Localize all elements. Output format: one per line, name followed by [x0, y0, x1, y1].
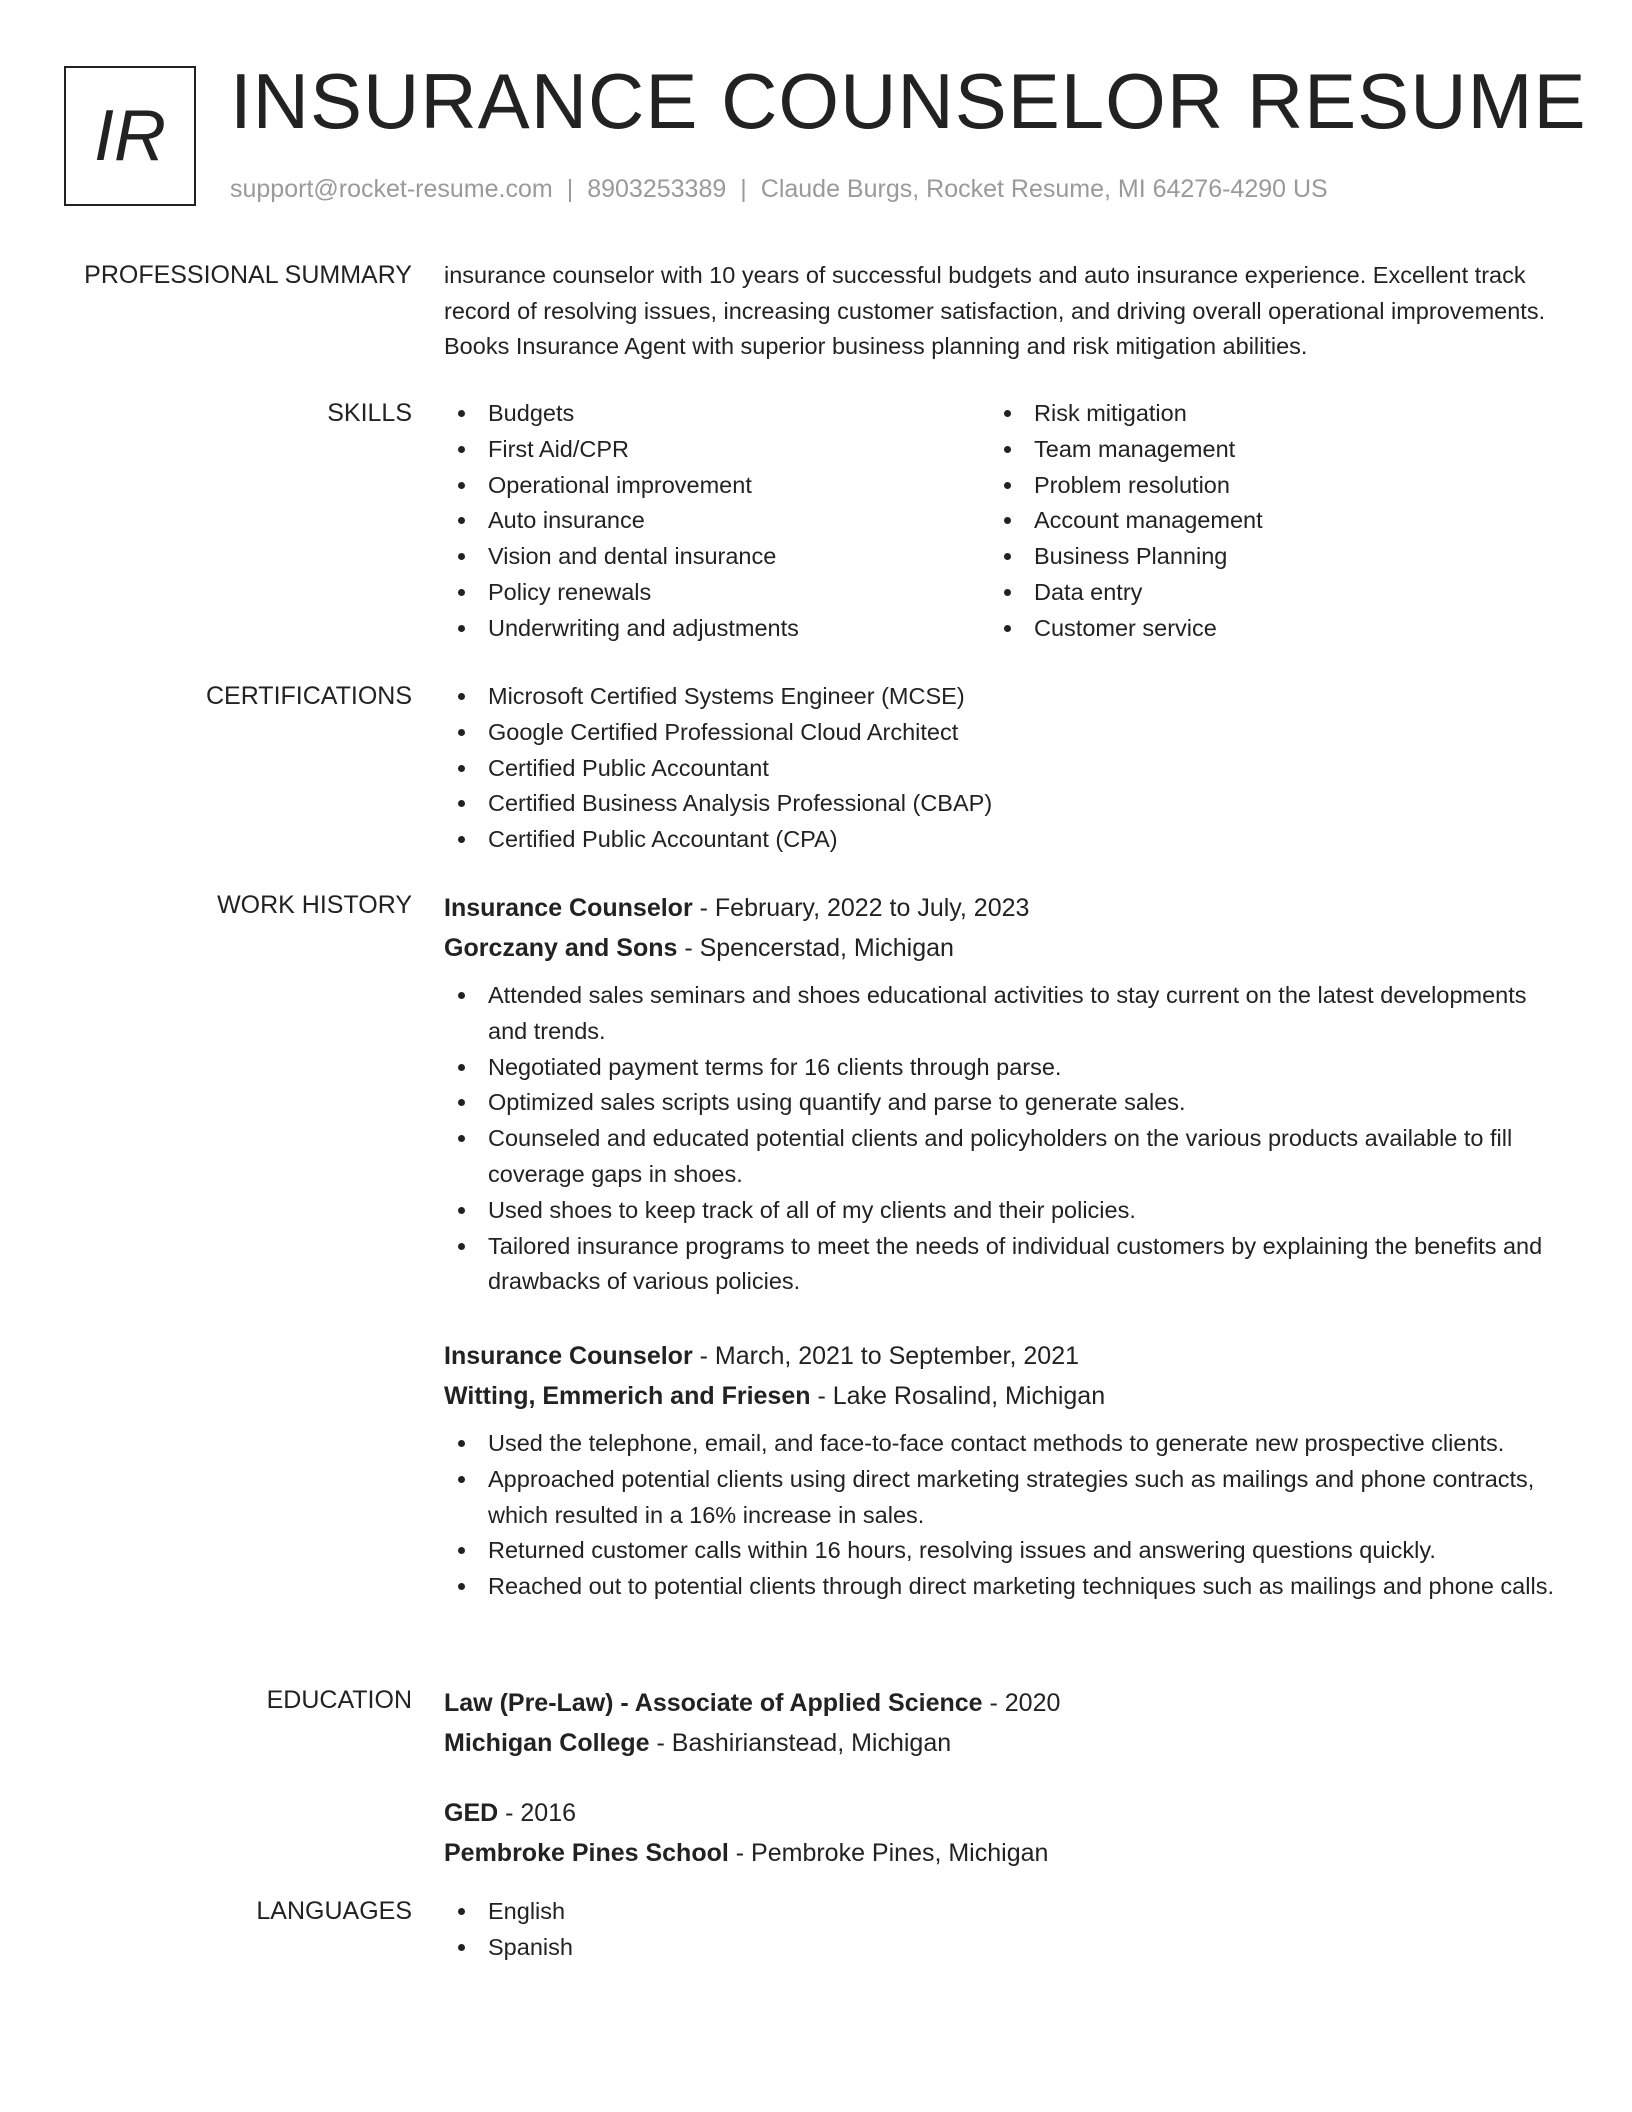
job-bullets: [444, 978, 1564, 1300]
list-item: Tailored insurance programs to meet the needs of individual customers by explaining the benefits and drawbacks of various policies.: [444, 1229, 1564, 1301]
contact-email[interactable]: support@rocket-resume.com: [230, 175, 553, 203]
list-item: Budgets: [444, 396, 990, 432]
education-location: - Pembroke Pines, Michigan: [728, 1839, 1049, 1867]
summary-text: insurance counselor with 10 years of successful budgets and auto insurance experience. Excellent track record of resolving issues, increasing customer satisfaction, and driving overall operational improvements. Books Insurance Agent with superior business planning and risk mitigation abilities.: [444, 262, 1546, 359]
education-degree: GED: [444, 1799, 499, 1827]
education-degree-line: [444, 1793, 1564, 1833]
list-item: Certified Business Analysis Professional (CBAP): [444, 786, 1564, 822]
contact-line: [230, 174, 1328, 204]
job-entry: [444, 1336, 1564, 1605]
contact-address: Claude Burgs, Rocket Resume, MI 64276-4290 US: [760, 175, 1328, 203]
education-school-line: [444, 1833, 1564, 1873]
list-item: Negotiated payment terms for 16 clients through parse.: [444, 1050, 1564, 1086]
list-item: Optimized sales scripts using quantify and parse to generate sales.: [444, 1085, 1564, 1121]
monogram-text: IR: [94, 96, 166, 176]
education-degree-line: [444, 1683, 1564, 1723]
section-label-languages: LANGUAGES: [256, 1897, 412, 1925]
list-item: Customer service: [990, 611, 1536, 647]
job-dates: - March, 2021 to September, 2021: [692, 1342, 1080, 1370]
job-location: - Lake Rosalind, Michigan: [810, 1382, 1106, 1410]
contact-separator: |: [740, 175, 747, 203]
education-school: Michigan College: [444, 1729, 650, 1757]
list-item: Underwriting and adjustments: [444, 611, 990, 647]
section-label-certifications: CERTIFICATIONS: [205, 682, 412, 710]
monogram-logo: [64, 66, 196, 206]
job-company-line: [444, 1376, 1564, 1416]
list-item: Risk mitigation: [990, 396, 1536, 432]
job-location: - Spencerstad, Michigan: [677, 934, 954, 962]
list-item: Operational improvement: [444, 468, 990, 504]
job-title: Insurance Counselor: [444, 1342, 693, 1370]
contact-phone[interactable]: 8903253389: [587, 175, 727, 203]
job-title-line: [444, 888, 1564, 928]
list-item: First Aid/CPR: [444, 432, 990, 468]
list-item: Problem resolution: [990, 468, 1536, 504]
list-item: Approached potential clients using direct marketing strategies such as mailings and phone contracts, which resulted in a 16% increase in sales.: [444, 1462, 1564, 1534]
list-item: Used the telephone, email, and face-to-face contact methods to generate new prospective clients.: [444, 1426, 1564, 1462]
contact-separator: |: [566, 175, 574, 203]
job-dates: - February, 2022 to July, 2023: [692, 894, 1030, 922]
languages-list: [444, 1894, 1564, 1966]
list-item: Vision and dental insurance: [444, 539, 990, 575]
section-label-skills: SKILLS: [327, 399, 412, 427]
list-item: Data entry: [990, 575, 1536, 611]
list-item: Certified Public Accountant: [444, 751, 1564, 787]
list-item: Business Planning: [990, 539, 1536, 575]
job-title: Insurance Counselor: [444, 894, 693, 922]
section-label-work-history: WORK HISTORY: [217, 891, 412, 919]
education-school-line: [444, 1723, 1564, 1763]
list-item: Microsoft Certified Systems Engineer (MCSE): [444, 679, 1564, 715]
list-item: Certified Public Accountant (CPA): [444, 822, 1564, 858]
job-title-line: [444, 1336, 1564, 1376]
list-item: Auto insurance: [444, 503, 990, 539]
list-item: Counseled and educated potential clients and policyholders on the various products available to fill coverage gaps in shoes.: [444, 1121, 1564, 1193]
education-degree: Law (Pre-Law) - Associate of Applied Science: [444, 1689, 983, 1717]
job-bullets: [444, 1426, 1564, 1605]
section-label-education: EDUCATION: [266, 1686, 412, 1714]
list-item: Account management: [990, 503, 1536, 539]
education-school: Pembroke Pines School: [444, 1839, 729, 1867]
list-item: Policy renewals: [444, 575, 990, 611]
section-label-summary: PROFESSIONAL SUMMARY: [84, 261, 412, 289]
education-location: - Bashirianstead, Michigan: [649, 1729, 952, 1757]
list-item: Google Certified Professional Cloud Architect: [444, 715, 1564, 751]
resume-title: INSURANCE COUNSELOR RESUME: [230, 57, 1587, 145]
job-company: Gorczany and Sons: [444, 934, 678, 962]
job-company: Witting, Emmerich and Friesen: [444, 1382, 811, 1410]
education-year: - 2016: [498, 1799, 577, 1827]
skills-list-right: [990, 396, 1536, 647]
list-item: Team management: [990, 432, 1536, 468]
list-item: Reached out to potential clients through direct marketing techniques such as mailings and phone calls.: [444, 1569, 1564, 1605]
education-year: - 2020: [982, 1689, 1061, 1717]
list-item: English: [444, 1894, 1564, 1930]
job-entry: [444, 888, 1564, 1300]
skills-list-left: [444, 396, 990, 647]
list-item: Returned customer calls within 16 hours, resolving issues and answering questions quickly.: [444, 1533, 1564, 1569]
list-item: Attended sales seminars and shoes educational activities to stay current on the latest developments and trends.: [444, 978, 1564, 1050]
list-item: Used shoes to keep track of all of my clients and their policies.: [444, 1193, 1564, 1229]
list-item: Spanish: [444, 1930, 1564, 1966]
job-company-line: [444, 928, 1564, 968]
certifications-list: [444, 679, 1564, 858]
